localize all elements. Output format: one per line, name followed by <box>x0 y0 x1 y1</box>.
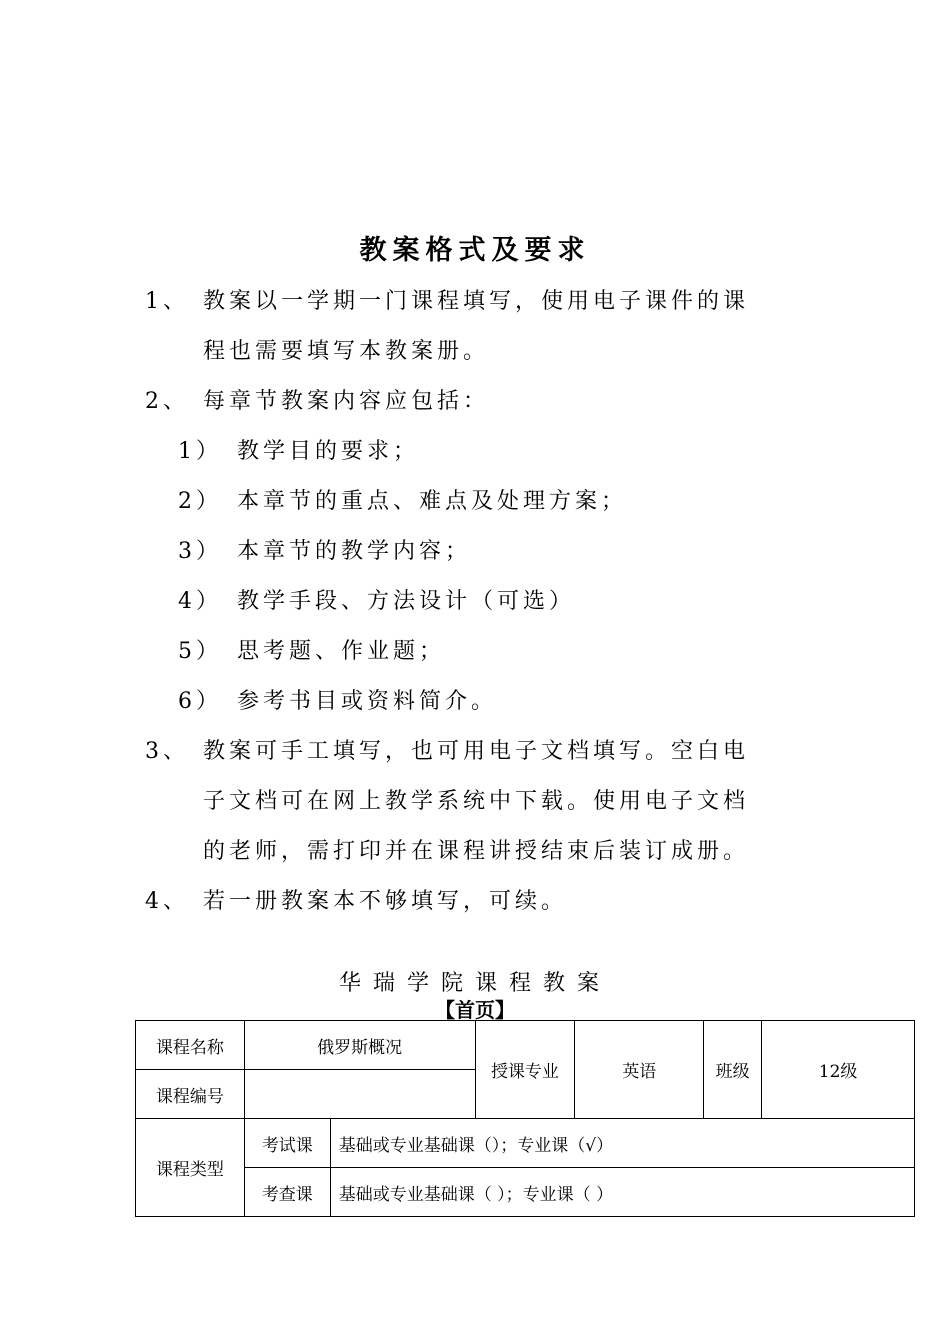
sub-item-3-text: 本章节的教学内容； <box>237 539 472 564</box>
check-course-label: 考查课 <box>244 1168 330 1217</box>
major-label: 授课专业 <box>475 1021 575 1119</box>
sub-item-4-text: 教学手段、方法设计（可选） <box>237 589 576 614</box>
table-row <box>136 1119 915 1168</box>
requirement-4-number: 4、 <box>145 889 189 914</box>
sub-item-4-number: 4） <box>178 589 222 614</box>
sub-item-3-number: 3） <box>178 539 222 564</box>
requirement-4-line-1: 若一册教案本不够填写，可续。 <box>203 889 568 914</box>
check-course-value: 基础或专业基础课（ ）；专业课（ ） <box>330 1168 914 1217</box>
requirement-2-number: 2、 <box>145 389 189 414</box>
exam-course-label: 考试课 <box>244 1119 330 1168</box>
class-label: 班级 <box>704 1021 762 1119</box>
sub-item-5-number: 5） <box>178 639 222 664</box>
course-code-label: 课程编号 <box>136 1070 245 1119</box>
institution-title: 华瑞学院课程教案 <box>338 971 611 996</box>
requirement-1-line-2: 程也需要填写本教案册。 <box>203 339 490 364</box>
requirement-3-line-1: 教案可手工填写，也可用电子文档填写。空白电 <box>203 739 750 764</box>
major-value: 英语 <box>575 1021 704 1119</box>
page-title: 教案格式及要求 <box>359 235 591 266</box>
course-type-label: 课程类型 <box>136 1119 245 1217</box>
sub-item-2-text: 本章节的重点、难点及处理方案； <box>237 489 628 514</box>
table-row <box>136 1021 915 1070</box>
sub-item-2-number: 2） <box>178 489 222 514</box>
sub-item-1-text: 教学目的要求； <box>237 439 420 464</box>
sub-item-1-number: 1） <box>178 439 222 464</box>
sub-item-5-text: 思考题、作业题； <box>237 639 446 664</box>
requirement-2-line-1: 每章节教案内容应包括： <box>203 389 490 414</box>
requirement-3-line-2: 子文档可在网上教学系统中下载。使用电子文档 <box>203 789 750 814</box>
course-name-value: 俄罗斯概况 <box>244 1021 475 1070</box>
course-name-label: 课程名称 <box>136 1021 245 1070</box>
exam-course-value: 基础或专业基础课（）；专业课（√） <box>330 1119 914 1168</box>
table-row <box>136 1168 915 1217</box>
cover-page-label: 【首页】 <box>435 998 515 1022</box>
course-code-value <box>244 1070 475 1119</box>
sub-item-6-text: 参考书目或资料简介。 <box>237 689 498 714</box>
requirement-3-line-3: 的老师，需打印并在课程讲授结束后装订成册。 <box>203 839 750 864</box>
class-value: 12级 <box>762 1021 915 1119</box>
course-cover-table <box>135 1020 915 1217</box>
requirement-1-line-1: 教案以一学期一门课程填写，使用电子课件的课 <box>203 289 750 314</box>
requirement-1-number: 1、 <box>145 289 189 314</box>
requirement-3-number: 3、 <box>145 739 189 764</box>
sub-item-6-number: 6） <box>178 689 222 714</box>
